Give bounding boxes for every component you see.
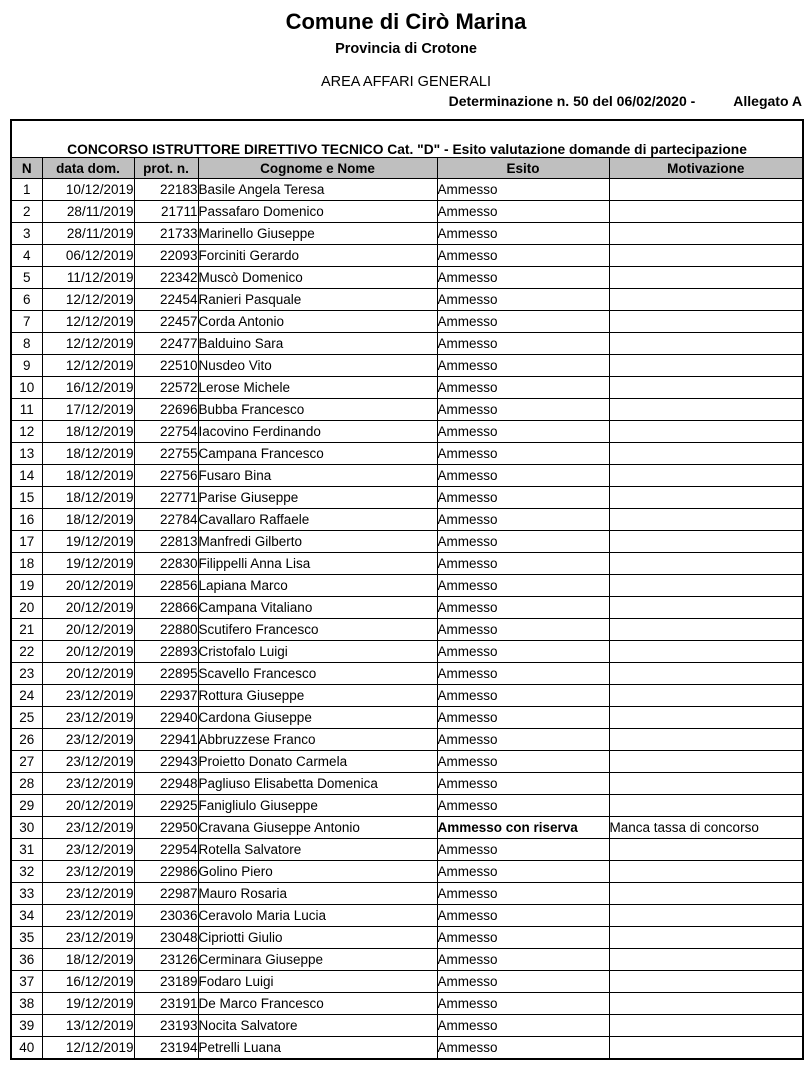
cell-number: 30: [11, 817, 42, 839]
cell-motivazione: [609, 223, 803, 245]
cell-number: 39: [11, 1015, 42, 1037]
cell-cognome-nome: Lapiana Marco: [198, 575, 437, 597]
cell-esito: Ammesso: [437, 795, 609, 817]
cell-protocollo: 22940: [134, 707, 198, 729]
cell-number: 4: [11, 245, 42, 267]
cell-esito: Ammesso: [437, 333, 609, 355]
cell-number: 36: [11, 949, 42, 971]
cell-protocollo: 22948: [134, 773, 198, 795]
cell-number: 12: [11, 421, 42, 443]
cell-protocollo: 22477: [134, 333, 198, 355]
cell-protocollo: 22771: [134, 487, 198, 509]
cell-motivazione: [609, 905, 803, 927]
cell-cognome-nome: Forciniti Gerardo: [198, 245, 437, 267]
cell-motivazione: [609, 311, 803, 333]
cell-esito: Ammesso: [437, 663, 609, 685]
table-row: [11, 267, 803, 289]
cell-esito: Ammesso: [437, 927, 609, 949]
cell-cognome-nome: Lerose Michele: [198, 377, 437, 399]
cell-number: 23: [11, 663, 42, 685]
cell-protocollo: 22954: [134, 839, 198, 861]
table-body: [11, 179, 803, 1060]
cell-data-domanda: 28/11/2019: [42, 223, 134, 245]
cell-protocollo: 21711: [134, 201, 198, 223]
cell-esito: Ammesso: [437, 531, 609, 553]
table-row: [11, 443, 803, 465]
cell-number: 15: [11, 487, 42, 509]
cell-protocollo: 23189: [134, 971, 198, 993]
table-row: [11, 861, 803, 883]
cell-motivazione: [609, 553, 803, 575]
cell-data-domanda: 20/12/2019: [42, 663, 134, 685]
cell-protocollo: 21733: [134, 223, 198, 245]
table-row: [11, 531, 803, 553]
cell-data-domanda: 20/12/2019: [42, 575, 134, 597]
table-row: [11, 421, 803, 443]
cell-data-domanda: 16/12/2019: [42, 377, 134, 399]
cell-protocollo: 22510: [134, 355, 198, 377]
area-label: AREA AFFARI GENERALI: [320, 74, 492, 91]
table-row: [11, 355, 803, 377]
cell-data-domanda: 06/12/2019: [42, 245, 134, 267]
table-row: [11, 993, 803, 1015]
table-row: [11, 465, 803, 487]
cell-cognome-nome: Cerminara Giuseppe: [198, 949, 437, 971]
cell-cognome-nome: Campana Francesco: [198, 443, 437, 465]
cell-data-domanda: 23/12/2019: [42, 883, 134, 905]
cell-cognome-nome: De Marco Francesco: [198, 993, 437, 1015]
column-header-nome: Cognome e Nome: [198, 158, 437, 179]
results-table: [10, 119, 804, 1060]
cell-number: 21: [11, 619, 42, 641]
cell-esito: Ammesso: [437, 355, 609, 377]
cell-data-domanda: 18/12/2019: [42, 421, 134, 443]
cell-data-domanda: 23/12/2019: [42, 729, 134, 751]
cell-number: 34: [11, 905, 42, 927]
cell-number: 31: [11, 839, 42, 861]
cell-motivazione: [609, 443, 803, 465]
cell-motivazione: [609, 839, 803, 861]
cell-cognome-nome: Cardona Giuseppe: [198, 707, 437, 729]
cell-esito: Ammesso: [437, 861, 609, 883]
cell-motivazione: [609, 707, 803, 729]
cell-esito: Ammesso: [437, 949, 609, 971]
cell-motivazione: [609, 289, 803, 311]
cell-esito: Ammesso con riserva: [437, 817, 609, 839]
table-row: [11, 773, 803, 795]
table-row: [11, 971, 803, 993]
cell-number: 35: [11, 927, 42, 949]
cell-motivazione: [609, 245, 803, 267]
cell-number: 19: [11, 575, 42, 597]
cell-motivazione: [609, 465, 803, 487]
table-row: [11, 399, 803, 421]
cell-esito: Ammesso: [437, 905, 609, 927]
cell-motivazione: [609, 179, 803, 201]
cell-motivazione: [609, 663, 803, 685]
cell-esito: Ammesso: [437, 421, 609, 443]
cell-data-domanda: 20/12/2019: [42, 641, 134, 663]
cell-data-domanda: 12/12/2019: [42, 333, 134, 355]
cell-data-domanda: 12/12/2019: [42, 311, 134, 333]
table-row: [11, 377, 803, 399]
determinazione-label: Determinazione n. 50 del 06/02/2020 -: [448, 93, 696, 110]
cell-motivazione: [609, 729, 803, 751]
cell-data-domanda: 18/12/2019: [42, 509, 134, 531]
table-row: [11, 553, 803, 575]
cell-protocollo: 22756: [134, 465, 198, 487]
cell-motivazione: [609, 575, 803, 597]
cell-esito: Ammesso: [437, 883, 609, 905]
cell-motivazione: [609, 949, 803, 971]
cell-esito: Ammesso: [437, 839, 609, 861]
cell-motivazione: [609, 883, 803, 905]
table-row: [11, 289, 803, 311]
cell-motivazione: [609, 993, 803, 1015]
cell-esito: Ammesso: [437, 553, 609, 575]
cell-number: 25: [11, 707, 42, 729]
table-row: [11, 663, 803, 685]
cell-number: 26: [11, 729, 42, 751]
cell-data-domanda: 17/12/2019: [42, 399, 134, 421]
table-row: [11, 707, 803, 729]
cell-motivazione: [609, 509, 803, 531]
cell-number: 33: [11, 883, 42, 905]
cell-data-domanda: 13/12/2019: [42, 1015, 134, 1037]
cell-number: 8: [11, 333, 42, 355]
cell-protocollo: 22813: [134, 531, 198, 553]
column-header-esito: Esito: [437, 158, 609, 179]
cell-protocollo: 22941: [134, 729, 198, 751]
table-row: [11, 311, 803, 333]
cell-esito: Ammesso: [437, 575, 609, 597]
cell-esito: Ammesso: [437, 751, 609, 773]
cell-number: 38: [11, 993, 42, 1015]
cell-cognome-nome: Iacovino Ferdinando: [198, 421, 437, 443]
cell-data-domanda: 23/12/2019: [42, 905, 134, 927]
cell-data-domanda: 23/12/2019: [42, 839, 134, 861]
cell-protocollo: 22986: [134, 861, 198, 883]
cell-esito: Ammesso: [437, 487, 609, 509]
cell-cognome-nome: Basile Angela Teresa: [198, 179, 437, 201]
cell-protocollo: 22895: [134, 663, 198, 685]
cell-data-domanda: 12/12/2019: [42, 289, 134, 311]
cell-number: 22: [11, 641, 42, 663]
cell-protocollo: 23191: [134, 993, 198, 1015]
cell-cognome-nome: Nocita Salvatore: [198, 1015, 437, 1037]
cell-cognome-nome: Rottura Giuseppe: [198, 685, 437, 707]
table-row: [11, 333, 803, 355]
cell-esito: Ammesso: [437, 707, 609, 729]
cell-protocollo: 22572: [134, 377, 198, 399]
table-row: [11, 795, 803, 817]
table-row: [11, 619, 803, 641]
cell-protocollo: 22856: [134, 575, 198, 597]
cell-motivazione: [609, 685, 803, 707]
cell-data-domanda: 19/12/2019: [42, 531, 134, 553]
cell-protocollo: 22784: [134, 509, 198, 531]
table-row: [11, 927, 803, 949]
table-row: [11, 201, 803, 223]
cell-esito: Ammesso: [437, 443, 609, 465]
table-row: [11, 949, 803, 971]
cell-number: 27: [11, 751, 42, 773]
table-row: [11, 685, 803, 707]
cell-cognome-nome: Cristofalo Luigi: [198, 641, 437, 663]
cell-motivazione: [609, 377, 803, 399]
cell-number: 3: [11, 223, 42, 245]
cell-number: 5: [11, 267, 42, 289]
cell-motivazione: [609, 487, 803, 509]
cell-data-domanda: 19/12/2019: [42, 553, 134, 575]
cell-protocollo: 23193: [134, 1015, 198, 1037]
cell-cognome-nome: Cipriotti Giulio: [198, 927, 437, 949]
column-header-row: [11, 158, 803, 179]
cell-data-domanda: 23/12/2019: [42, 817, 134, 839]
cell-protocollo: 22342: [134, 267, 198, 289]
cell-number: 10: [11, 377, 42, 399]
cell-protocollo: 22937: [134, 685, 198, 707]
cell-esito: Ammesso: [437, 245, 609, 267]
table-row: [11, 1037, 803, 1060]
cell-protocollo: 22183: [134, 179, 198, 201]
cell-protocollo: 22754: [134, 421, 198, 443]
cell-number: 9: [11, 355, 42, 377]
cell-data-domanda: 18/12/2019: [42, 487, 134, 509]
cell-data-domanda: 23/12/2019: [42, 751, 134, 773]
cell-protocollo: 22830: [134, 553, 198, 575]
cell-protocollo: 22866: [134, 597, 198, 619]
cell-data-domanda: 18/12/2019: [42, 949, 134, 971]
cell-protocollo: 23194: [134, 1037, 198, 1060]
cell-number: 13: [11, 443, 42, 465]
cell-protocollo: 23036: [134, 905, 198, 927]
cell-motivazione: [609, 399, 803, 421]
cell-esito: Ammesso: [437, 597, 609, 619]
cell-cognome-nome: Abbruzzese Franco: [198, 729, 437, 751]
cell-esito: Ammesso: [437, 641, 609, 663]
cell-motivazione: [609, 927, 803, 949]
column-header-prot: prot. n.: [134, 158, 198, 179]
table-row: [11, 729, 803, 751]
cell-number: 20: [11, 597, 42, 619]
cell-motivazione: [609, 1037, 803, 1060]
cell-cognome-nome: Balduino Sara: [198, 333, 437, 355]
cell-number: 7: [11, 311, 42, 333]
document-header: [0, 0, 812, 109]
cell-cognome-nome: Scavello Francesco: [198, 663, 437, 685]
cell-cognome-nome: Proietto Donato Carmela: [198, 751, 437, 773]
cell-protocollo: 22893: [134, 641, 198, 663]
cell-protocollo: 22925: [134, 795, 198, 817]
cell-cognome-nome: Cravana Giuseppe Antonio: [198, 817, 437, 839]
cell-number: 2: [11, 201, 42, 223]
column-header-mot: Motivazione: [609, 158, 803, 179]
comune-title: Comune di Cirò Marina: [285, 9, 527, 34]
cell-data-domanda: 23/12/2019: [42, 707, 134, 729]
cell-cognome-nome: Campana Vitaliano: [198, 597, 437, 619]
table-title-row: [11, 120, 803, 158]
table-title: CONCORSO ISTRUTTORE DIRETTIVO TECNICO Cat. "D" - Esito valutazione domande di partecipazione: [11, 120, 803, 158]
cell-number: 37: [11, 971, 42, 993]
cell-cognome-nome: Ranieri Pasquale: [198, 289, 437, 311]
cell-motivazione: [609, 971, 803, 993]
cell-number: 40: [11, 1037, 42, 1060]
cell-esito: Ammesso: [437, 729, 609, 751]
cell-number: 17: [11, 531, 42, 553]
cell-motivazione: [609, 201, 803, 223]
table-row: [11, 817, 803, 839]
cell-data-domanda: 19/12/2019: [42, 993, 134, 1015]
cell-data-domanda: 23/12/2019: [42, 773, 134, 795]
cell-protocollo: 22880: [134, 619, 198, 641]
cell-data-domanda: 12/12/2019: [42, 355, 134, 377]
cell-cognome-nome: Bubba Francesco: [198, 399, 437, 421]
table-row: [11, 575, 803, 597]
cell-protocollo: 22943: [134, 751, 198, 773]
cell-motivazione: [609, 355, 803, 377]
cell-number: 29: [11, 795, 42, 817]
cell-motivazione: [609, 795, 803, 817]
table-row: [11, 1015, 803, 1037]
cell-motivazione: [609, 267, 803, 289]
allegato-label: Allegato A: [733, 93, 802, 110]
cell-cognome-nome: Fusaro Bina: [198, 465, 437, 487]
cell-cognome-nome: Pagliuso Elisabetta Domenica: [198, 773, 437, 795]
cell-number: 6: [11, 289, 42, 311]
cell-cognome-nome: Nusdeo Vito: [198, 355, 437, 377]
cell-cognome-nome: Fodaro Luigi: [198, 971, 437, 993]
table-row: [11, 245, 803, 267]
cell-esito: Ammesso: [437, 509, 609, 531]
cell-protocollo: 22454: [134, 289, 198, 311]
cell-cognome-nome: Parise Giuseppe: [198, 487, 437, 509]
cell-esito: Ammesso: [437, 311, 609, 333]
determinazione-line: [0, 93, 802, 109]
cell-motivazione: [609, 773, 803, 795]
cell-motivazione: Manca tassa di concorso: [609, 817, 803, 839]
cell-esito: Ammesso: [437, 993, 609, 1015]
cell-motivazione: [609, 1015, 803, 1037]
cell-esito: Ammesso: [437, 1037, 609, 1060]
cell-cognome-nome: Scutifero Francesco: [198, 619, 437, 641]
cell-esito: Ammesso: [437, 289, 609, 311]
cell-esito: Ammesso: [437, 465, 609, 487]
cell-cognome-nome: Manfredi Gilberto: [198, 531, 437, 553]
cell-data-domanda: 20/12/2019: [42, 795, 134, 817]
table-row: [11, 641, 803, 663]
cell-esito: Ammesso: [437, 971, 609, 993]
cell-data-domanda: 16/12/2019: [42, 971, 134, 993]
table-row: [11, 509, 803, 531]
cell-motivazione: [609, 861, 803, 883]
cell-number: 14: [11, 465, 42, 487]
cell-data-domanda: 23/12/2019: [42, 927, 134, 949]
cell-esito: Ammesso: [437, 399, 609, 421]
table-row: [11, 223, 803, 245]
cell-cognome-nome: Ceravolo Maria Lucia: [198, 905, 437, 927]
cell-cognome-nome: Corda Antonio: [198, 311, 437, 333]
cell-motivazione: [609, 421, 803, 443]
cell-cognome-nome: Rotella Salvatore: [198, 839, 437, 861]
cell-esito: Ammesso: [437, 1015, 609, 1037]
cell-esito: Ammesso: [437, 773, 609, 795]
provincia-subtitle: Provincia di Crotone: [335, 41, 477, 58]
table-row: [11, 905, 803, 927]
column-header-data: data dom.: [42, 158, 134, 179]
cell-cognome-nome: Fanigliulo Giuseppe: [198, 795, 437, 817]
cell-esito: Ammesso: [437, 377, 609, 399]
cell-data-domanda: 10/12/2019: [42, 179, 134, 201]
cell-cognome-nome: Cavallaro Raffaele: [198, 509, 437, 531]
cell-number: 32: [11, 861, 42, 883]
cell-protocollo: 22950: [134, 817, 198, 839]
table-row: [11, 487, 803, 509]
cell-number: 16: [11, 509, 42, 531]
cell-esito: Ammesso: [437, 619, 609, 641]
cell-motivazione: [609, 641, 803, 663]
cell-number: 24: [11, 685, 42, 707]
table-row: [11, 179, 803, 201]
cell-motivazione: [609, 333, 803, 355]
table-row: [11, 751, 803, 773]
cell-cognome-nome: Golino Piero: [198, 861, 437, 883]
cell-data-domanda: 20/12/2019: [42, 597, 134, 619]
cell-esito: Ammesso: [437, 267, 609, 289]
cell-number: 28: [11, 773, 42, 795]
cell-data-domanda: 18/12/2019: [42, 465, 134, 487]
cell-cognome-nome: Mauro Rosaria: [198, 883, 437, 905]
cell-number: 1: [11, 179, 42, 201]
cell-data-domanda: 28/11/2019: [42, 201, 134, 223]
cell-protocollo: 22457: [134, 311, 198, 333]
cell-esito: Ammesso: [437, 201, 609, 223]
cell-protocollo: 22755: [134, 443, 198, 465]
cell-data-domanda: 23/12/2019: [42, 685, 134, 707]
column-header-n: N: [11, 158, 42, 179]
cell-number: 11: [11, 399, 42, 421]
table-row: [11, 839, 803, 861]
cell-data-domanda: 11/12/2019: [42, 267, 134, 289]
cell-cognome-nome: Filippelli Anna Lisa: [198, 553, 437, 575]
cell-cognome-nome: Marinello Giuseppe: [198, 223, 437, 245]
cell-motivazione: [609, 531, 803, 553]
cell-esito: Ammesso: [437, 179, 609, 201]
cell-motivazione: [609, 597, 803, 619]
cell-protocollo: 23048: [134, 927, 198, 949]
cell-esito: Ammesso: [437, 223, 609, 245]
cell-protocollo: 22696: [134, 399, 198, 421]
cell-number: 18: [11, 553, 42, 575]
cell-protocollo: 22987: [134, 883, 198, 905]
table-row: [11, 597, 803, 619]
cell-cognome-nome: Passafaro Domenico: [198, 201, 437, 223]
table-row: [11, 883, 803, 905]
cell-protocollo: 23126: [134, 949, 198, 971]
cell-data-domanda: 12/12/2019: [42, 1037, 134, 1060]
cell-motivazione: [609, 751, 803, 773]
cell-data-domanda: 18/12/2019: [42, 443, 134, 465]
cell-esito: Ammesso: [437, 685, 609, 707]
cell-motivazione: [609, 619, 803, 641]
cell-protocollo: 22093: [134, 245, 198, 267]
cell-data-domanda: 23/12/2019: [42, 861, 134, 883]
cell-cognome-nome: Muscò Domenico: [198, 267, 437, 289]
cell-data-domanda: 20/12/2019: [42, 619, 134, 641]
cell-cognome-nome: Petrelli Luana: [198, 1037, 437, 1060]
